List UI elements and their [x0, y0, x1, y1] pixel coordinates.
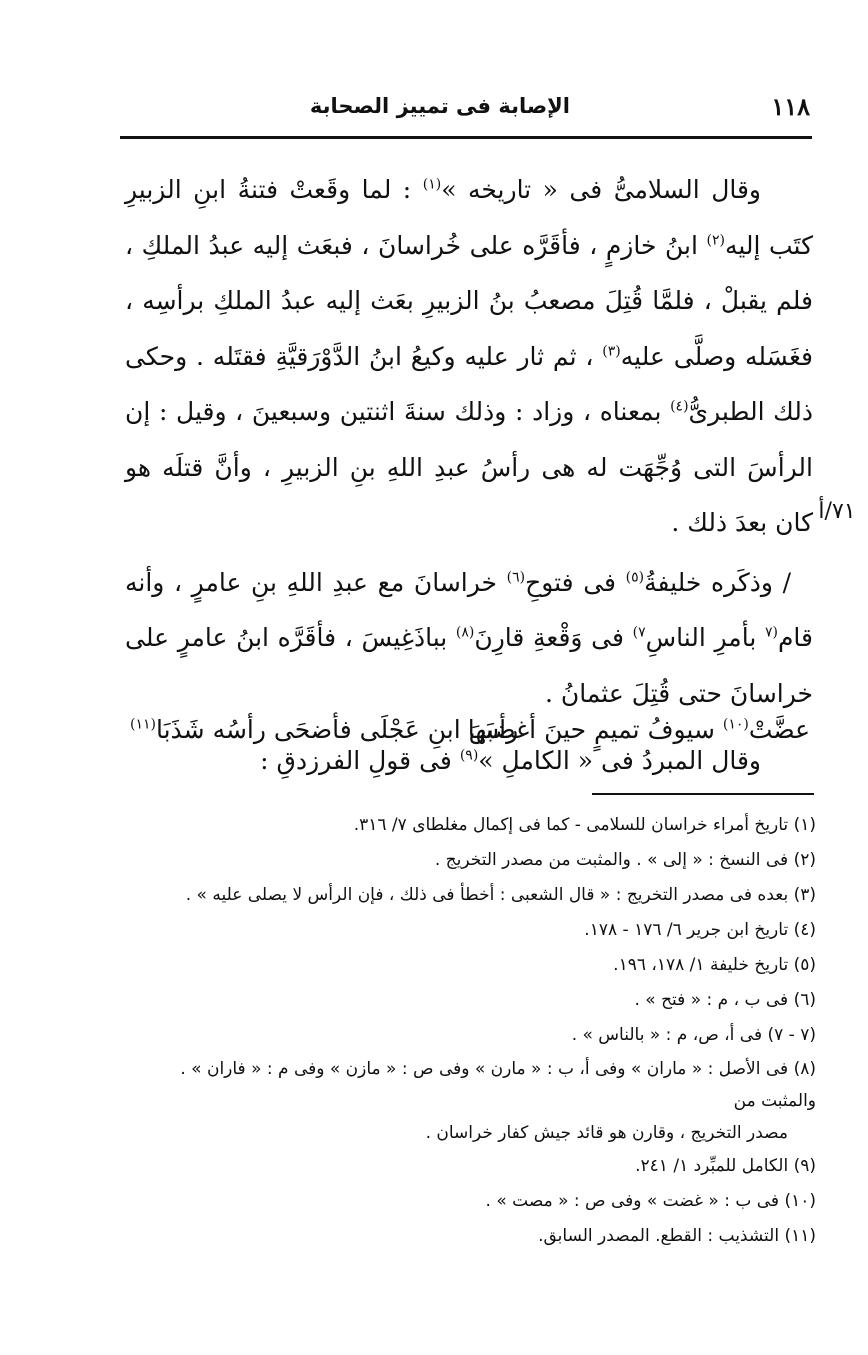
verse-text: رأسَ ابنِ عَجْلَى فأضحَى رأسُه شَذَبَا	[155, 715, 519, 744]
footnote-9: (٩) الكامل للمبِّرد ١/ ٢٤١.	[635, 1156, 816, 1176]
footnote-ref: (٧	[764, 624, 778, 641]
footnote-7: (٧ - ٧) فى أ، ص، م : « بالناس » .	[571, 1025, 816, 1045]
running-title: الإصابة فى تمييز الصحابة	[309, 94, 570, 118]
footnote-ref: (١١)	[130, 716, 156, 733]
footnote-ref: (٥)	[625, 569, 645, 586]
page-number: ١١٨	[771, 92, 810, 121]
text-run: فى وَقْعةِ قارِنَ	[474, 623, 633, 652]
footnote-ref: (٦)	[506, 569, 526, 586]
text-run: وقال السلامىُّ فى « تاريخه »	[441, 175, 762, 204]
poetry-verse	[130, 715, 810, 770]
footnote-5: (٥) تاريخ خليفة ١/ ١٧٨، ١٩٦.	[613, 955, 816, 975]
footnote-6: (٦) فى ب ، م : « فتح » .	[634, 990, 816, 1010]
paragraph-2	[125, 555, 813, 722]
text-run: بأمرِ الناسِ	[645, 623, 765, 652]
text-run: فى قولِ الفرزدقِ :	[260, 746, 460, 775]
footnote-10: (١٠) فى ب : « غضت » وفى ص : « مصت » .	[485, 1191, 816, 1211]
footnote-8-line-2: مصدر التخريج ، وقارن هو قائد جيش كفار خراسان .	[425, 1123, 788, 1143]
footnote-11: (١١) التشذيب : القطع. المصدر السابق.	[538, 1226, 816, 1246]
text-run: خراسانَ مع عبدِ اللهِ بنِ عامرٍ ، وأنه قام	[125, 567, 813, 652]
footnote-ref: (٢)	[706, 232, 725, 249]
footnote-separator	[592, 793, 814, 795]
footnote-ref: (١)	[422, 176, 442, 193]
page-header	[120, 92, 810, 132]
text-run: بباذَغِيسَ ، فأقَرَّه ابنُ عامرٍ على خراسانَ حتى قُتِلَ عثمانُ .	[125, 623, 813, 708]
text-run: / وذكَره خليفةُ	[644, 567, 792, 597]
text-run: ابنُ خازمٍ ، فأقَرَّه على خُراسانَ ، فبعَث إليه عبدُ الملكِ ، فلم يقبلْ ، فلمَّا قُتِلَ مصعبُ بنُ الزبيرِ بعَث إليه عبدُ الملكِ برأسِه ، فغَسَله وصلَّى عليه	[125, 230, 813, 371]
main-text	[125, 162, 813, 789]
footnote-8-line-1: (٨) فى الأصل : « ماران » وفى أ، ب : « مارن » وفى ص : « مازن » وفى م : « فاران » . والمثبت من	[180, 1059, 816, 1111]
verse-second-hemistich	[130, 715, 518, 744]
verse-text: سيوفُ تميمٍ حينَ أغضبَها	[467, 715, 723, 744]
text-run: بمعناه ، وزاد : وذلك سنةَ اثنتين وسبعينَ ، وقيل : إن الرأسَ التى وُجِّهَت له هى رأسُ عبدِ اللهِ بنِ الزبيرِ ، وأنَّ قتلَه هو كان بعدَ ذلك .	[125, 397, 813, 537]
footnote-3: (٣) بعده فى مصدر التخريج : « قال الشعبى : أخطأ فى ذلك ، فإن الرأس لا يصلى عليه » .	[185, 885, 816, 905]
paragraph-1	[125, 162, 813, 551]
footnote-ref: (١٠)	[722, 716, 749, 733]
footnote-8	[130, 1053, 816, 1149]
footnote-ref: (٤)	[670, 398, 689, 415]
footnote-ref: (٨)	[455, 624, 475, 641]
text-run: وقال المبردُ فى « الكاملِ »	[478, 746, 761, 775]
text-run: : لما وقَعتْ فتنةُ ابنِ الزبيرِ كتَب إليه	[125, 175, 814, 260]
header-rule	[120, 136, 812, 139]
footnote-ref: (٣)	[602, 343, 621, 360]
verse-text: عضَّتْ	[748, 715, 810, 744]
margin-folio-note: ٧١/أ	[818, 499, 856, 524]
text-run: ، ثم ثار عليه وكيعُ ابنُ الدَّوْرَقيَّةِ فقتَله . وحكى ذلك الطبرىُّ	[125, 341, 813, 426]
footnote-1: (١) تاريخ أمراء خراسان للسلامى - كما فى إكمال مغلطاى ٧/ ٣١٦.	[353, 815, 816, 835]
text-run: فى فتوحِ	[525, 567, 626, 597]
footnotes	[130, 808, 816, 1254]
verse-first-hemistich	[468, 715, 810, 744]
footnote-2: (٢) فى النسخ : « إلى » . والمثبت من مصدر التخريج .	[434, 850, 816, 870]
footnote-4: (٤) تاريخ ابن جرير ٦/ ١٧٦ - ١٧٨.	[584, 920, 816, 940]
footnote-ref: ٧)	[632, 624, 646, 641]
footnote-ref: (٩)	[459, 747, 479, 764]
